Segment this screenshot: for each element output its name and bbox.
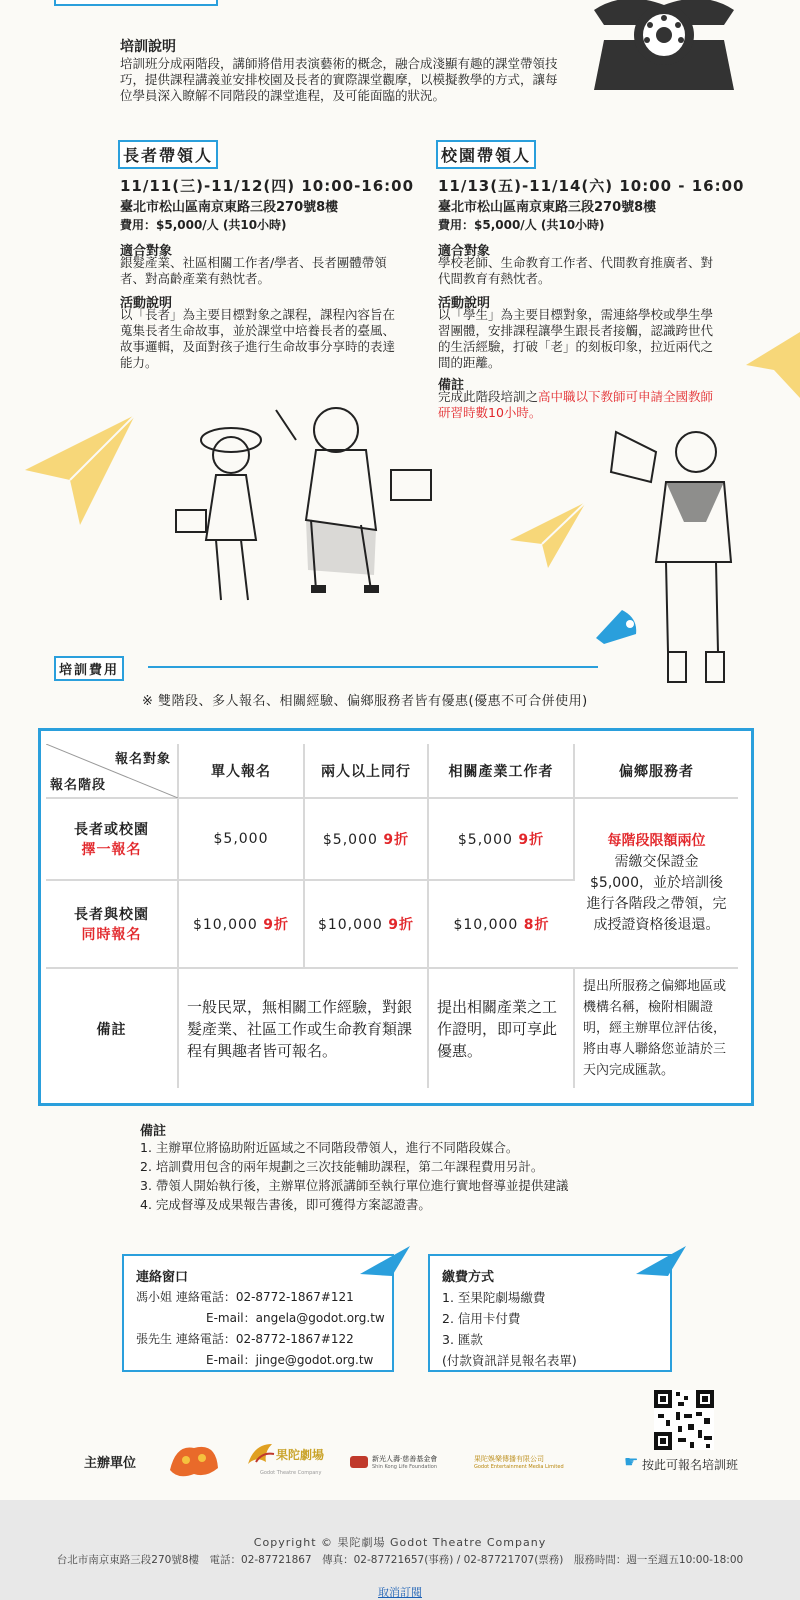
campus-activity: 以「學生」為主要目標對象，需連絡學校或學生學習團體，安排課程讓學生跟長者接觸，認識跨世代的生活經驗，打破「老」的刻板印象，拉近兩代之間的距離。 — [438, 307, 714, 370]
rural-limit: 每階段限額兩位 — [607, 832, 706, 849]
organizer-logo-3-text: 新光人壽‧慈善基金會 — [372, 1455, 438, 1463]
hand-pointer-icon: ☛ — [624, 1452, 639, 1471]
notes-title: 備註 — [140, 1124, 167, 1139]
fees-notice: ※ 雙階段、多人報名、相關經驗、偏鄉服務者皆有優惠(優惠不可合併使用) — [142, 694, 588, 709]
price-industry-one-discount: 9折 — [518, 832, 545, 848]
senior-audience: 銀髮產業、社區相關工作者/學者、長者團體帶領者、對高齡產業有熱忱者。 — [120, 255, 387, 286]
characters-illustration — [136, 400, 446, 620]
fees-tag: 培訓費用 — [54, 656, 124, 681]
campus-address: 臺北市松山區南京東路三段270號8樓 — [438, 200, 657, 215]
megaphone-icon — [592, 604, 642, 648]
senior-fee: 費用：$5,000/人 (共10小時) — [120, 218, 287, 232]
organizer-logo-4 — [474, 1452, 564, 1478]
organizers-label: 主辦單位 — [84, 1456, 137, 1471]
price-group-one-value: $5,000 — [322, 832, 378, 848]
payment-item: 3. 匯款 — [442, 1332, 483, 1347]
note-item: 1. 主辦單位將協助附近區域之不同階段帶領人，進行不同階段媒合。 — [140, 1140, 519, 1155]
row-label-both-stages — [46, 880, 178, 968]
remark-rural: 提出所服務之偏鄉地區或機構名稱，檢附相關證明，經主辦單位評估後，將由專人聯絡您並請於三天內完成匯款。 — [583, 979, 727, 1078]
campus-date: 11/13(五)-11/14(六) 10:00 - 16:00 — [438, 177, 745, 195]
campus-remark-highlight: 高中職以下教師可申請全國教師研習時數10小時。 — [438, 389, 714, 420]
footer — [0, 1500, 800, 1600]
price-single-one-value: $5,000 — [213, 831, 269, 847]
note-item: 4. 完成督導及成果報告書後，即可獲得方案認證書。 — [140, 1197, 431, 1212]
payment-item: 2. 信用卡付費 — [442, 1311, 521, 1326]
organizer-logo-4-sub: Godot Entertainment Media Limited — [474, 1464, 564, 1470]
paper-plane-payment-icon — [634, 1244, 688, 1278]
campus-remark-text: 完成此階段培訓之 — [438, 389, 539, 404]
organizer-logo-4-text: 果陀娛樂傳播有限公司 — [474, 1455, 544, 1463]
phoenix-icon — [246, 1440, 276, 1470]
contact-line-1: 馮小姐 連絡電話：02-8772-1867#121 — [136, 1290, 354, 1304]
intro-text: 培訓班分成兩階段，講師將借用表演藝術的概念，融合成淺顯有趣的課堂帶領技巧，提供課程講義並安排校園及長者的實際課堂觀摩，以模擬教學的方式，讓每位學員深入瞭解不同階段的課堂進程，及可能面臨的狀況。 — [120, 56, 558, 103]
header-industry: 相關產業工作者 — [428, 744, 574, 798]
campus-tag: 校園帶領人 — [436, 140, 536, 169]
price-group-one-discount: 9折 — [383, 832, 410, 848]
organizer-logo-3 — [350, 1452, 460, 1478]
price-group-two — [304, 880, 428, 968]
senior-activity: 以「長者」為主要目標對象之課程，課程內容旨在蒐集長者生命故事，並於課堂中培養長者的臺風、故事邏輯，及面對孩子進行生命故事分享時的表達能力。 — [120, 307, 396, 370]
contact-email-1: E-mail：angela@godot.org.tw — [206, 1311, 385, 1325]
price-industry-two-value: $10,000 — [453, 917, 519, 933]
price-industry-one — [428, 798, 574, 880]
payment-title: 繳費方式 — [442, 1270, 495, 1285]
price-single-one — [178, 798, 304, 880]
intro-title: 培訓說明 — [120, 39, 176, 55]
corner-bottom-label: 報名階段 — [50, 778, 107, 793]
price-group-one — [304, 798, 428, 880]
fees-divider — [148, 666, 598, 668]
footer-info: 台北市南京東路三段270號8樓 電話：02-87721867 傳真：02-87721657(事務) / 02-87721707(票務) 服務時間：週一至週五10:00-18:00 — [56, 1554, 744, 1566]
rural-cell — [574, 798, 738, 968]
shin-kong-icon — [350, 1456, 368, 1468]
organizer-logo-1-icon — [166, 1440, 222, 1480]
row-label-single-stage-text: 長者或校園 — [74, 822, 149, 838]
contact-title: 連絡窗口 — [136, 1270, 189, 1285]
campus-remark-title: 備註 — [438, 378, 465, 393]
header-rural: 偏鄉服務者 — [574, 744, 738, 798]
payment-item: 1. 至果陀劇場繳費 — [442, 1290, 546, 1305]
price-industry-two-discount: 8折 — [523, 917, 550, 933]
senior-activity-title: 活動說明 — [120, 296, 173, 311]
paper-plane-contact-icon — [358, 1244, 412, 1278]
campus-activity-title: 活動說明 — [438, 296, 491, 311]
unsubscribe-link[interactable]: 取消訂閱 — [378, 1586, 422, 1599]
senior-address: 臺北市松山區南京東路三段270號8樓 — [120, 200, 339, 215]
row-label-remarks: 備註 — [46, 968, 178, 1088]
campus-audience: 學校老師、生命教育工作者、代間教育推廣者、對代間教育有熱忱者。 — [438, 255, 714, 286]
telephone-illustration — [584, 0, 744, 95]
row-label-single-stage — [46, 798, 178, 880]
price-industry-one-value: $5,000 — [457, 832, 513, 848]
row-label-both-stages-text: 長者與校園 — [74, 907, 149, 923]
note-item: 2. 培訓費用包含的兩年規劃之三次技能輔助課程，第二年課程費用另計。 — [140, 1159, 544, 1174]
contact-email-2: E-mail：jinge@godot.org.tw — [206, 1353, 374, 1367]
footer-copyright: Copyright © 果陀劇場 Godot Theatre Company — [253, 1536, 547, 1549]
paper-plane-right — [744, 330, 800, 400]
fee-table — [46, 744, 738, 1088]
senior-tag: 長者帶領人 — [118, 140, 218, 169]
organizer-logo-2 — [246, 1440, 330, 1484]
senior-audience-title: 適合對象 — [120, 244, 173, 259]
price-single-two — [178, 880, 304, 968]
megaphone-character-illustration — [606, 412, 756, 690]
header-group: 兩人以上同行 — [304, 744, 428, 798]
organizer-logo-2-sub: Godot Theatre Company — [260, 1470, 322, 1476]
qr-code-icon — [654, 1390, 714, 1450]
price-group-two-discount: 9折 — [388, 917, 415, 933]
remark-industry: 提出相關產業之工作證明，即可享此優惠。 — [428, 968, 574, 1088]
header-single: 單人報名 — [178, 744, 304, 798]
fee-table-corner — [46, 744, 178, 798]
price-group-two-value: $10,000 — [317, 917, 383, 933]
senior-date: 11/11(三)-11/12(四) 10:00-16:00 — [120, 177, 415, 195]
paper-plane-middle — [508, 500, 588, 570]
price-single-two-discount: 9折 — [263, 917, 290, 933]
remark-general: 一般民眾，無相關工作經驗，對銀髮產業、社區工作或生命教育類課程有興趣者皆可報名。 — [178, 968, 428, 1088]
contact-line-2: 張先生 連絡電話：02-8772-1867#122 — [136, 1332, 354, 1346]
top-banner-fragment — [54, 0, 218, 6]
payment-item: (付款資訊詳見報名表單) — [442, 1353, 577, 1368]
price-single-two-value: $10,000 — [192, 917, 258, 933]
organizer-logo-3-sub: Shin Kong Life Foundation — [372, 1464, 438, 1470]
note-item: 3. 帶領人開始執行後，主辦單位將派講師至執行單位進行實地督導並提供建議 — [140, 1178, 569, 1193]
qr-code[interactable] — [654, 1390, 714, 1450]
paper-plane-left — [20, 410, 140, 530]
price-industry-two — [428, 880, 574, 968]
organizer-logo-2-text: 果陀劇場 — [276, 1448, 325, 1462]
row-label-single-stage-red: 擇一報名 — [81, 842, 142, 858]
campus-audience-title: 適合對象 — [438, 244, 491, 259]
row-label-both-stages-red: 同時報名 — [81, 927, 142, 943]
organizer-logo-1 — [166, 1440, 222, 1480]
notes-list — [140, 1138, 740, 1214]
register-link[interactable]: 按此可報名培訓班 — [642, 1458, 739, 1472]
corner-top-label: 報名對象 — [114, 752, 171, 767]
campus-fee: 費用：$5,000/人 (共10小時) — [438, 218, 605, 232]
rural-text: 需繳交保證金$5,000，並於培訓後進行各階段之帶領，完成授證資格後退還。 — [586, 853, 727, 933]
contact-box — [122, 1254, 394, 1372]
